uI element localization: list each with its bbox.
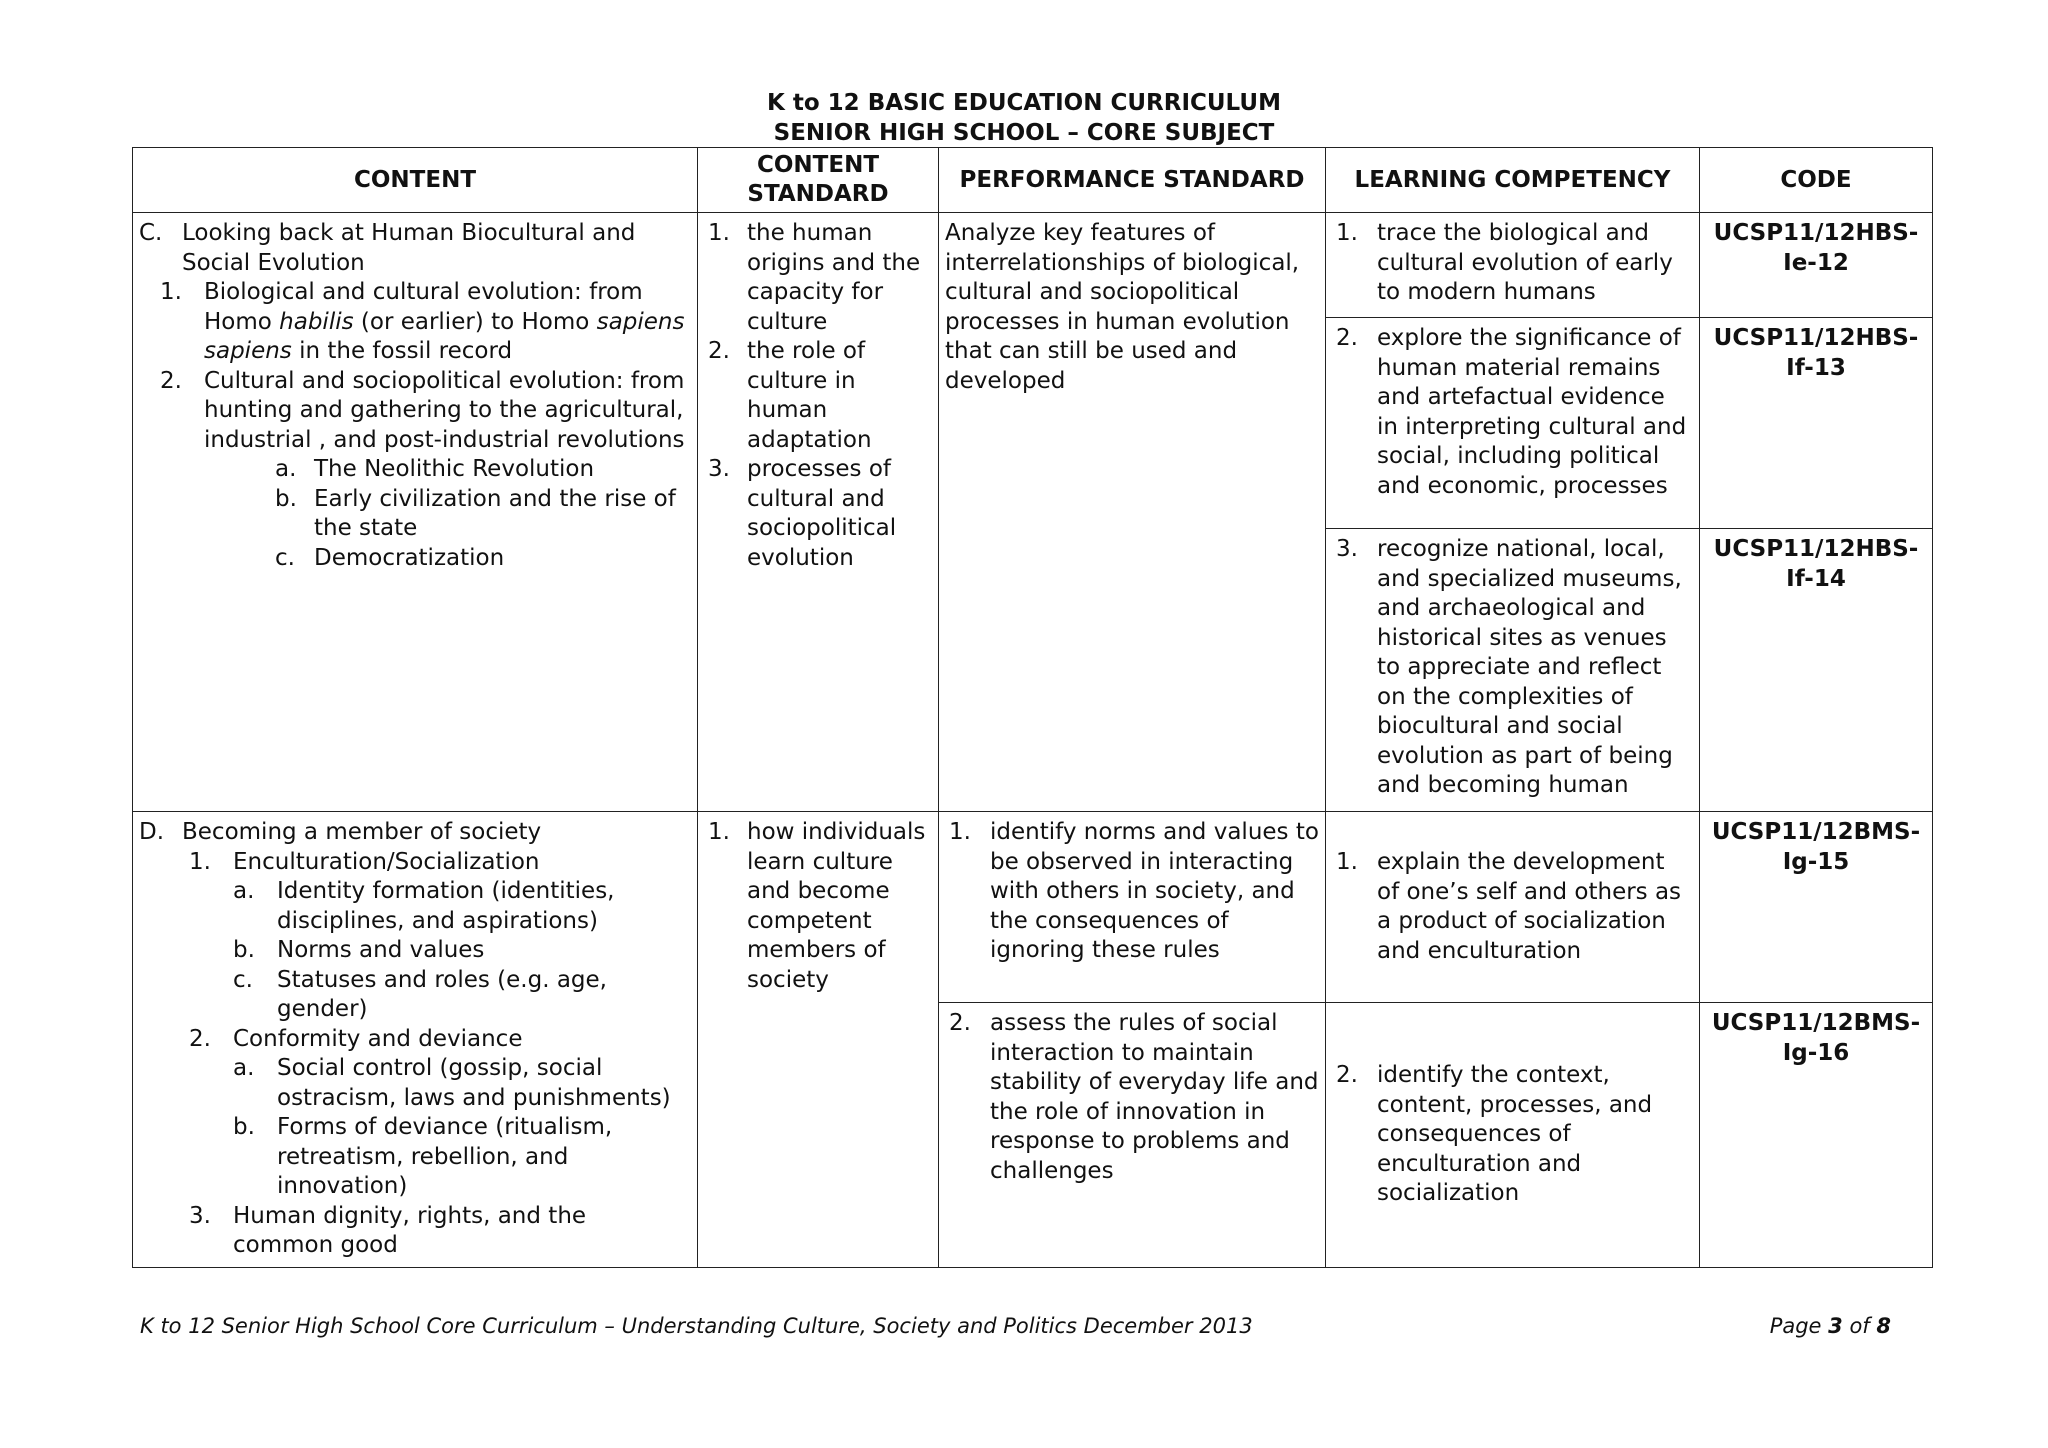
list-item	[704, 219, 932, 337]
table-header-row	[133, 148, 1933, 213]
list-item	[1332, 535, 1693, 801]
list-item	[139, 485, 691, 544]
list-label: 3.	[708, 456, 730, 482]
list-label: D.	[139, 819, 165, 845]
code-line-1: UCSP11/12HBS-	[1713, 325, 1919, 351]
section-d-content-standard	[698, 812, 939, 1268]
list-item	[1332, 219, 1693, 308]
list-item	[1332, 848, 1693, 966]
column-header-code: CODE	[1700, 148, 1933, 213]
code-line-1: UCSP11/12HBS-	[1713, 536, 1919, 562]
column-header-content-standard-line2: STANDARD	[747, 181, 889, 207]
list-label: a.	[233, 1055, 255, 1081]
list-label: 1.	[189, 848, 211, 875]
section-d-performance-standard-2	[939, 1003, 1326, 1268]
list-item	[704, 337, 932, 455]
item-text: the role of culture in human adaptation	[747, 338, 872, 453]
code-line-2: If-13	[1786, 354, 1846, 381]
list-item	[139, 278, 691, 367]
footer-document-title: K to 12 Senior High School Core Curriculum – Understanding Culture, Society and Politics December 2013	[140, 1314, 1253, 1338]
list-item	[139, 936, 691, 966]
section-d-title: Becoming a member of society	[182, 819, 542, 845]
list-label: 2.	[1336, 1062, 1358, 1088]
list-label: 2.	[189, 1025, 211, 1052]
list-label: 1.	[160, 279, 182, 305]
section-c-performance-standard: Analyze key features of interrelationships of biological, cultural and sociopolitical processes in human evolution that can still be used and developed	[939, 213, 1326, 812]
item-text: Conformity and deviance	[233, 1025, 523, 1052]
footer-total-pages: 8	[1876, 1314, 1891, 1338]
section-c-title: Looking back at Human Biocultural and Social Evolution	[182, 220, 636, 276]
item-text: explain the development of one’s self and others as a product of socialization and enculturation	[1377, 849, 1682, 964]
code-line-1: UCSP11/12HBS-	[1713, 220, 1919, 246]
item-text: in the fossil record	[291, 338, 513, 364]
list-label: 1.	[708, 220, 730, 246]
item-text-italic: sapiens sapiens	[204, 308, 685, 364]
item-text: recognize national, local, and specialized museums, and archaeological and historical sites as venues to appreciate and reflect on the complexities of biocultural and social evolution as part of being and becoming human	[1377, 536, 1682, 798]
code-line-2: Ie-12	[1783, 249, 1849, 276]
column-header-performance-standard: PERFORMANCE STANDARD	[939, 148, 1326, 213]
header-line-1: K to 12 BASIC EDUCATION CURRICULUM	[767, 90, 1281, 116]
item-text-italic: habilis	[279, 308, 354, 335]
list-item	[139, 544, 691, 574]
list-label: 1.	[1336, 849, 1358, 875]
section-d-competency-2	[1326, 1003, 1700, 1268]
code-line-2: If-14	[1786, 565, 1846, 592]
code-line-2: Ig-16	[1782, 1039, 1850, 1066]
list-label: 1.	[949, 819, 971, 845]
code-cell	[1700, 529, 1933, 812]
section-d-content	[133, 812, 698, 1268]
list-item	[945, 1009, 1319, 1186]
item-text: how individuals learn culture and become competent members of society	[747, 819, 926, 993]
item-text: Democratization	[314, 544, 505, 571]
list-item	[1332, 324, 1693, 501]
list-item	[139, 1202, 691, 1261]
section-c-competency-1	[1326, 213, 1700, 318]
list-item	[139, 1025, 691, 1055]
item-text: identify norms and values to be observed in interacting with others in society, and the consequences of ignoring these rules	[990, 819, 1319, 963]
footer-page-word: Page	[1769, 1314, 1829, 1338]
list-label: 2.	[1336, 325, 1358, 351]
list-item	[945, 818, 1319, 966]
footer-page-number	[1770, 1312, 1891, 1340]
list-item	[139, 1054, 691, 1113]
header-line-2: SENIOR HIGH SCHOOL – CORE SUBJECT	[773, 120, 1275, 146]
item-text: processes of cultural and sociopolitical evolution	[747, 456, 897, 571]
list-label: 3.	[189, 1202, 211, 1229]
list-label: 2.	[949, 1010, 971, 1036]
list-label: b.	[233, 1114, 255, 1140]
list-label: c.	[275, 544, 295, 571]
column-header-learning-competency: LEARNING COMPETENCY	[1326, 148, 1700, 213]
section-d-performance-standard-1	[939, 812, 1326, 1003]
table-row	[133, 213, 1933, 318]
item-text: the human origins and the capacity for culture	[747, 220, 921, 335]
list-label: a.	[275, 456, 297, 482]
item-text: The Neolithic Revolution	[314, 456, 595, 482]
code-cell	[1700, 1003, 1933, 1268]
item-text: Enculturation/Socialization	[233, 848, 540, 875]
list-item	[704, 818, 932, 995]
item-text: trace the biological and cultural evolution of early to modern humans	[1377, 220, 1673, 305]
document-header	[0, 88, 2048, 148]
column-header-content: CONTENT	[133, 148, 698, 213]
item-text: Social control (gossip, social ostracism, laws and punishments)	[277, 1055, 671, 1111]
section-c-content	[133, 213, 698, 812]
list-label: b.	[233, 937, 255, 963]
item-text: Statuses and roles (e.g. age, gender)	[277, 966, 607, 1022]
section-c-competency-3	[1326, 529, 1700, 812]
column-header-content-standard-line1: CONTENT	[756, 152, 880, 178]
item-text: Identity formation (identities, disciplines, and aspirations)	[277, 878, 615, 934]
list-label: a.	[233, 878, 255, 904]
list-item	[139, 1113, 691, 1202]
column-header-content-standard	[698, 148, 939, 213]
list-item	[139, 818, 691, 848]
list-item	[704, 455, 932, 573]
item-text: assess the rules of social interaction to maintain stability of everyday life and the role of innovation in response to problems and challenges	[990, 1010, 1319, 1184]
code-line-1: UCSP11/12BMS-	[1711, 1010, 1921, 1036]
list-label: c.	[233, 966, 253, 993]
code-cell	[1700, 812, 1933, 1003]
item-text: (or earlier) to Homo	[353, 308, 597, 335]
list-item	[139, 367, 691, 456]
section-c-competency-2	[1326, 318, 1700, 529]
list-item	[139, 877, 691, 936]
curriculum-table	[132, 147, 1933, 1268]
item-text: Biological and cultural evolution: from Homo	[204, 279, 643, 335]
table-row	[133, 812, 1933, 1003]
code-line-1: UCSP11/12BMS-	[1711, 819, 1921, 845]
list-item	[139, 455, 691, 485]
item-text: identify the context, content, processes, and consequences of enculturation and socialization	[1377, 1062, 1653, 1206]
footer-of-word: of	[1842, 1314, 1877, 1338]
code-cell	[1700, 213, 1933, 318]
list-label: 2.	[708, 338, 730, 364]
footer-current-page: 3	[1828, 1314, 1843, 1338]
section-d-competency-1	[1326, 812, 1700, 1003]
item-text: Human dignity, rights, and the common good	[233, 1202, 587, 1258]
list-item	[139, 966, 691, 1025]
item-text: explore the significance of human material remains and artefactual evidence in interpreting cultural and social, including political and economic, processes	[1377, 325, 1687, 499]
section-c-content-standard	[698, 213, 939, 812]
list-label: 2.	[160, 367, 182, 394]
item-text: Early civilization and the rise of the state	[314, 485, 676, 541]
code-line-2: Ig-15	[1782, 848, 1850, 875]
code-cell	[1700, 318, 1933, 529]
list-label: 1.	[708, 819, 730, 845]
list-item	[1332, 1061, 1693, 1209]
list-item	[139, 848, 691, 878]
list-item	[139, 219, 691, 278]
list-label: 1.	[1336, 220, 1358, 246]
list-label: b.	[275, 485, 297, 512]
item-text: Forms of deviance (ritualism, retreatism, rebellion, and innovation)	[277, 1114, 613, 1199]
list-label: 3.	[1336, 536, 1358, 562]
list-label: C.	[139, 220, 163, 246]
item-text: Norms and values	[277, 937, 485, 963]
item-text: Cultural and sociopolitical evolution: from hunting and gathering to the agricultural, industrial , and post-industrial revolutions	[204, 367, 685, 453]
